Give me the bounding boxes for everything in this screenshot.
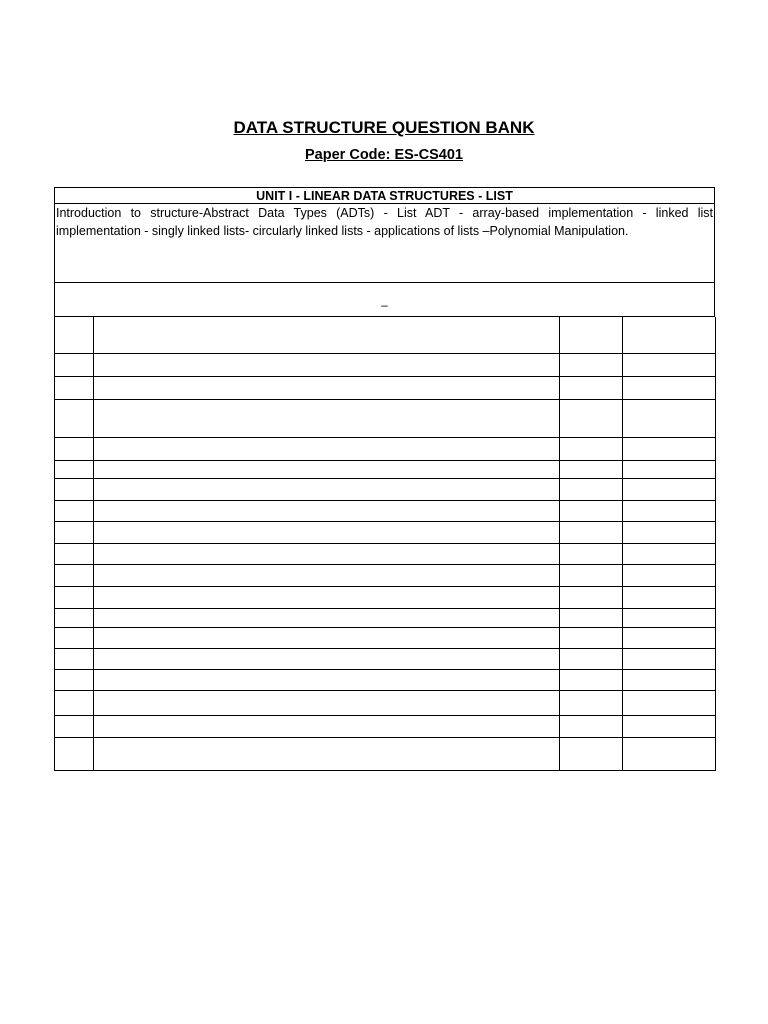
level-cell [623, 500, 716, 521]
level-cell [623, 317, 716, 353]
question-number-cell [55, 460, 94, 478]
table-row [55, 608, 716, 627]
question-text-cell [94, 669, 560, 690]
level-cell [623, 690, 716, 715]
level-cell [623, 521, 716, 543]
question-sheet [54, 187, 715, 771]
level-cell [623, 437, 716, 460]
table-row [55, 669, 716, 690]
level-cell [623, 353, 716, 376]
question-number-cell [55, 521, 94, 543]
question-number-cell [55, 737, 94, 770]
question-number-cell [55, 353, 94, 376]
question-number-cell [55, 376, 94, 399]
marks-cell [560, 437, 623, 460]
question-text-cell [94, 715, 560, 737]
marks-cell [560, 399, 623, 437]
marks-cell [560, 543, 623, 564]
table-row [55, 376, 716, 399]
table-row [55, 543, 716, 564]
table-row [55, 399, 716, 437]
question-number-cell [55, 586, 94, 608]
table-row [55, 478, 716, 500]
question-text-cell [94, 737, 560, 770]
table-row [55, 460, 716, 478]
table-row [55, 500, 716, 521]
table-row [55, 690, 716, 715]
section-label: – [54, 283, 715, 317]
question-number-cell [55, 608, 94, 627]
paper-code: Paper Code: ES-CS401 [305, 147, 463, 163]
question-number-cell [55, 500, 94, 521]
level-cell [623, 376, 716, 399]
unit-heading: UNIT I - LINEAR DATA STRUCTURES - LIST [54, 187, 715, 204]
table-row [55, 586, 716, 608]
marks-cell [560, 500, 623, 521]
question-text-cell [94, 500, 560, 521]
question-text-cell [94, 478, 560, 500]
table-row [55, 521, 716, 543]
question-text-cell [94, 586, 560, 608]
marks-cell [560, 478, 623, 500]
unit-syllabus: Introduction to structure-Abstract Data Types (ADTs) - List ADT - array-based implementation - linked list implementation - singly linked lists- circularly linked lists - applications of lists –Polynomial Manipulation. [54, 204, 715, 283]
level-cell [623, 543, 716, 564]
question-text-cell [94, 543, 560, 564]
question-text-cell [94, 317, 560, 353]
question-table [54, 317, 716, 771]
question-text-cell [94, 521, 560, 543]
level-cell [623, 460, 716, 478]
question-text-cell [94, 564, 560, 586]
marks-cell [560, 648, 623, 669]
table-row [55, 737, 716, 770]
marks-cell [560, 521, 623, 543]
marks-cell [560, 460, 623, 478]
question-text-cell [94, 608, 560, 627]
question-number-cell [55, 627, 94, 648]
marks-cell [560, 715, 623, 737]
table-row [55, 353, 716, 376]
marks-cell [560, 627, 623, 648]
question-text-cell [94, 353, 560, 376]
table-row [55, 648, 716, 669]
question-number-cell [55, 690, 94, 715]
question-number-cell [55, 543, 94, 564]
question-number-cell [55, 564, 94, 586]
question-text-cell [94, 460, 560, 478]
marks-cell [560, 586, 623, 608]
question-number-cell [55, 478, 94, 500]
question-number-cell [55, 399, 94, 437]
table-row [55, 627, 716, 648]
question-text-cell [94, 376, 560, 399]
question-text-cell [94, 690, 560, 715]
question-number-cell [55, 437, 94, 460]
level-cell [623, 608, 716, 627]
level-cell [623, 669, 716, 690]
marks-cell [560, 690, 623, 715]
marks-cell [560, 564, 623, 586]
table-row [55, 715, 716, 737]
level-cell [623, 478, 716, 500]
table-row [55, 317, 716, 353]
document-title: DATA STRUCTURE QUESTION BANK [233, 118, 535, 137]
question-text-cell [94, 648, 560, 669]
question-number-cell [55, 669, 94, 690]
marks-cell [560, 376, 623, 399]
level-cell [623, 648, 716, 669]
table-row [55, 437, 716, 460]
level-cell [623, 715, 716, 737]
level-cell [623, 627, 716, 648]
marks-cell [560, 317, 623, 353]
level-cell [623, 399, 716, 437]
question-text-cell [94, 627, 560, 648]
question-number-cell [55, 648, 94, 669]
marks-cell [560, 353, 623, 376]
question-text-cell [94, 399, 560, 437]
question-number-cell [55, 715, 94, 737]
question-number-cell [55, 317, 94, 353]
table-row [55, 564, 716, 586]
question-text-cell [94, 437, 560, 460]
level-cell [623, 737, 716, 770]
marks-cell [560, 608, 623, 627]
marks-cell [560, 669, 623, 690]
marks-cell [560, 737, 623, 770]
level-cell [623, 564, 716, 586]
level-cell [623, 586, 716, 608]
